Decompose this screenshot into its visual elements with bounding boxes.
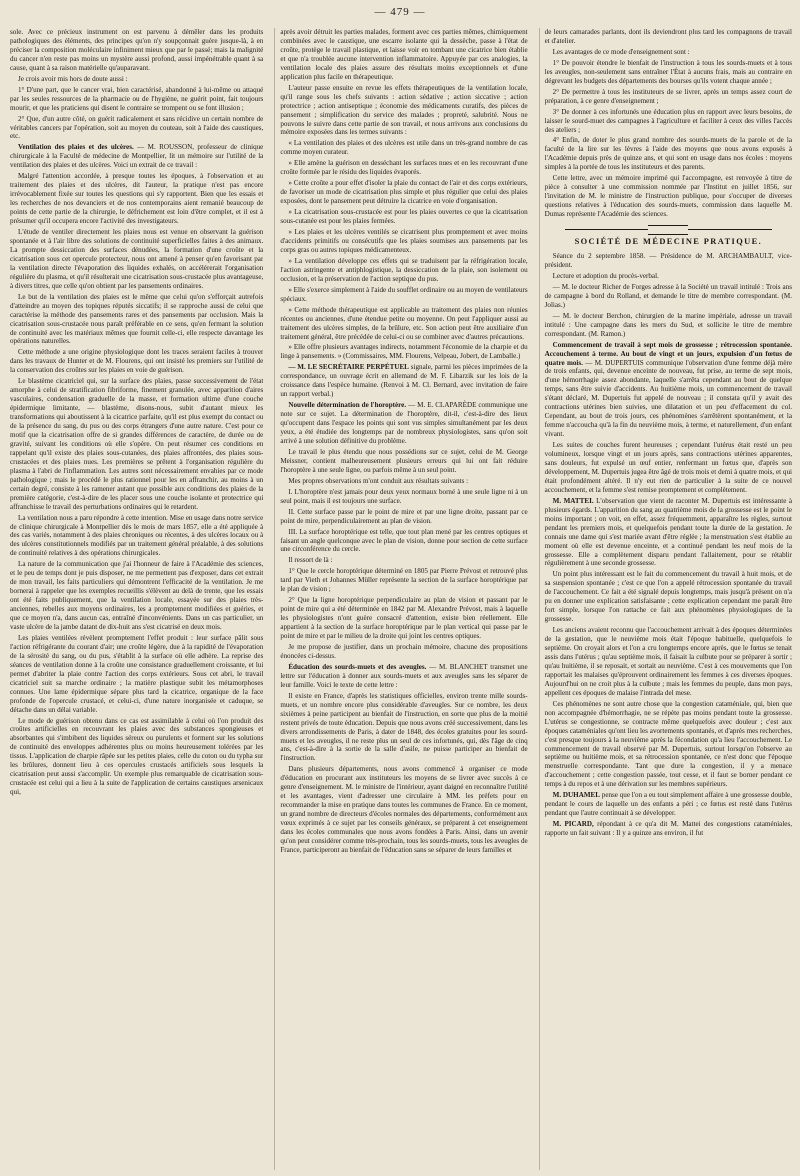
article-heading: Nouvelle détermination de l'horoptère.: [288, 401, 407, 410]
paragraph: 1° Que le cercle horoptérique déterminé en 1805 par Pierre Prévost et retrouvé plus tard par Vieth et Johannes Müller représente la section de la surface horoptérique par le plan de vision ;: [280, 567, 528, 594]
paragraph-text: — M. ROUSSON, professeur de clinique chirurgicale à la Faculté de médecine de Montpellier, lit un mémoire sur l'utilité de la ventilation des plaies et des ulcères. Voici un extrait de ce travail :: [10, 143, 264, 170]
paragraph: Lecture et adoption du procès-verbal.: [552, 271, 659, 280]
speaker-name: M. PICARD,: [552, 820, 594, 829]
paragraph: » Cette méthode thérapeutique est applicable au traitement des plaies non réunies récentes ou anciennes, d'une étendue petite ou moyenne. On peut l'appliquer aussi au traitement des ulcères simples, de la brûlure, etc. Son action peut être auxiliaire d'un traitement général, être précédée de celui-ci ou se combiner avec d'autres précautions.: [280, 305, 528, 341]
article-heading: Ventilation des plaies et des ulcères.: [18, 143, 134, 152]
paragraph: 4° Enfin, de doter le plus grand nombre des sourds-muets de la parole et de la faculté de la lire sur les lèvres à l'aide des moyens que nous avons exposés à l'Académie depuis près de quinze ans, et qui sont en usage dans nos écoles : moyens simples à la portée de tous les instituteurs et des parents.: [544, 136, 792, 172]
paragraph: Les anciens avaient reconnu que l'accouchement arrivait à des époques déterminées de la gestation, que le neuvième mois était l'époque habituelle, quelquefois le septième. On croyait alors et l'on a cru longtemps encore après, que le fœtus se tenait assis dans l'utérus ; qu'au septième mois, il faisait la culbute pour se préparer à sortir ; qu'au huitième, il se reposait, et sortait au neuvième. C'est à ces mouvements que l'on rapportait les malaises qu'éprouvent ordinairement les femmes à ces diverses époques. Aujourd'hui on ne croit plus à la culbute ; mais les femmes du peuple, dans mon pays, appellent ces époques de malaise l'intrada del mese.: [544, 626, 792, 697]
paragraph: Les suites de couches furent heureuses ; cependant l'utérus était resté un peu volumineux, lorsque vingt et un jours après, sans contractions utérines apparentes, sans douleurs, fut expulsé un œuf entier, renfermant un fœtus que, d'après son développement, M. Dupertuis jugea être âgé de trois mois et demi à quatre mois, et qui était profondément altéré. Il n'y eut rien de particulier à la suite de ce nouvel accouchement, et la femme s'est remise promptement et complètement.: [544, 441, 792, 494]
paragraph-text: L'observation que vient de raconter M. Dupertuis est intéressante à plusieurs égards. L'apparition du sang au quatrième mois de la grossesse est le point le moins important ; on voit, en effet, assez fréquemment, apparaître les règles, surtout pendant les premiers mois, et quelquefois pendant toute la durée de la gestation. Je connais une dame qui s'est mariée avant d'être réglée ; la menstruation s'est établie au moment où elle est devenue enceinte, et a continué pendant les neuf mois de la grossesse. Elle a complètement disparu pendant l'allaitement, pour se rétablir régulièrement à une seconde grossesse.: [544, 496, 792, 568]
paragraph-text: signale, parmi les pièces imprimées de la correspondance, un ouvrage écrit en allemand de M. F. Libarzik sur les lois de la croissance dans l'espèce humaine. (Renvoi à M. Cl. Bernard, avec invitation de faire un rapport verbal.): [280, 363, 528, 399]
speaker-name: M. DUHAMEL: [552, 791, 600, 800]
paragraph: Les plaies ventilées révèlent promptement l'effet produit : leur surface pâlit sous l'action réfrigérante du courant d'air; une croûte légère, due à la rapidité de l'évaporation de la sérosité du sang, ou du pus, s'établit à la surface où elle adhère. La reprise des séances de ventilation donne à la croûte une consistance graduellement croissante, et lui permet d'abriter la plaie contre l'action des corps extérieurs. Sous cet abri, le travail cicatriciel suit sa marche ordinaire ; la matière plastique subit les métamorphoses connues. Une lame épidermique sépare plus tard la cicatrice, organique de la face profonde de l'opercule crustacé, et celui-ci, d'une nature inorganisée et caduque, se détache dans un délai variable.: [10, 633, 264, 714]
paragraph: [545, 341, 792, 439]
paragraph: [10, 143, 263, 170]
section-divider: [565, 227, 772, 232]
paragraph: L'étude de ventiler directement les plaies nous est venue en observant la guérison spontanée et à l'air libre des solutions de continuité superficielles faites à des animaux. La prompte dessiccation des surfaces dénudées, la formation d'une croûte et la cicatrisation sous cet opercule protecteur, nous ont amené à penser qu'en favorisant par la ventilation directe l'évaporation des liquides exhalés, on accélérerait l'organisation régulière du plasma, et qu'il résulterait une cicatrisation sous-crustacée plus avantageuse, à divers titres, que celle qu'on obtient par les pansements ordinaires.: [10, 228, 264, 290]
paragraph: Ces phénomènes ne sont autre chose que la congestion cataméniale, qui, bien que non accompagnée d'hémorrhagie, ne se répète pas moins pendant toute la grossesse. L'utérus se congestionne, se contracte même quelquefois avec douleur ; c'est aux époques cataméniales qu'ont lieu les avortements spontanés, et d'après mes recherches, c'est presque toujours à la neuvième après la fécondation qu'a lieu l'accouchement. Le commencement de travail observé par M. Dupertuis, surtout lorsqu'on l'observe au septième ou huitième mois, et sa rétrocession spontanée, ce n'est donc que l'époque menstruelle correspondante. Tant que dure la congestion, il y a menace d'accouchement ; cette congestion passée, tout cesse, et il faut se borner pendant ce temps à du repos et à une dérivation sur les membres supérieurs.: [544, 699, 792, 789]
paragraph: [280, 663, 527, 690]
paragraph: II. Cette surface passe par le point de mire et par une ligne droite, passant par ce point de mire, perpendiculairement au plan de vision.: [280, 507, 528, 525]
paragraph: III. La surface horoptérique est telle, que tout plan mené par les centres optiques et faisant un angle quelconque avec le plan de vision, donne pour section de cette surface une circonférence du cercle.: [280, 527, 528, 554]
page-number: — 479 —: [374, 6, 426, 18]
paragraph: 1° D'une part, que le cancer vrai, bien caractérisé, abandonné à lui-même ou attaqué par les seules ressources de la pharmacie ou de l'hygiène, ne guérit point, fait toujours mourir, et que les praticiens qui disent le contraire se trompent ou se font illusion ;: [10, 85, 264, 112]
paragraph: » Cette croûte a pour effet d'isoler la plaie du contact de l'air et des corps extérieurs, de favoriser un mode de cicatrisation plus simple et plus régulier que celui des plaies exposées, dont le pansement peut détruire la cicatrice en voie d'organisation.: [280, 179, 528, 206]
paragraph: 2° De permettre à tous les instituteurs de se livrer, après un temps assez court de préparation, à ce genre d'enseignement ;: [544, 87, 792, 105]
section-title: SOCIÉTÉ DE MÉDECINE PRATIQUE.: [574, 237, 763, 247]
paragraph: » Les plaies et les ulcères ventilés se cicatrisent plus promptement et avec moins d'accidents primitifs ou consécutifs que les plaies soumises aux pansements par les corps gras ou autres topiques médicamenteux.: [280, 228, 528, 254]
paragraph: Un point plus intéressant est le fait du commencement du travail à huit mois, et de sa suspension spontanée ; c'est ce que l'on a appelé rétrocession spontanée du travail de l'accouchement. Ce fait a été signalé depuis longtemps, mais jusqu'à présent on n'a pu en donner une explication satisfaisante ; cette explication cependant me paraît être fort simple, lorsque l'on rattache ce fait aux phénomènes physiologiques de la grossesse.: [544, 570, 792, 624]
paragraph: » Elle offre plusieurs avantages indirects, notamment l'économie de la charpie et du linge à pansements. » (Commissaires, MM. Flourens, Velpeau, Jobert, de Lamballe.): [280, 343, 528, 361]
paragraph: I. L'horoptère n'est jamais pour deux yeux normaux borné à une seule ligne ni à un seul point, mais il est toujours une surface.: [280, 487, 528, 505]
paragraph: 3° De donner à ces infortunés une éducation plus en rapport avec leurs besoins, de laisser le sourd-muet des campagnes à l'agriculture et faciliter à ceux des villes l'accès des ateliers ;: [544, 107, 792, 134]
paragraph: Le blastème cicatriciel qui, sur la surface des plaies, passe successivement de l'état amorphe à celui de stratification fibriforme, finement granulée, avec apparition d'aires vasculaires, condensation graduelle de la masse, et formation ultime d'une couche épidermique limitante, — blastème, disons-nous, subit d'autant mieux les transformations qui aboutissent à la cicatrice parfaite, qu'il est plus exempt du contact ou de la présence du sang, du pus ou des corps étrangers d'une autre nature. C'est pour ce motif que la cicatrisation offre de si grandes différences de caractère, de durée ou de gravité, suivant les conditions où elle s'opère. On peut résumer ces conditions en rappelant qu'il existe des plaies sous-cutanées, des plaies affrontées, des plaies sous-crustacées et des plaies nues. Les premières se prêtent à l'organisation régulière du plasma à l'abri de l'inflammation. Les autres sont nécessairement envahies par ce mode pathologique ; mais le procédé le plus rationnel pour les en affranchir, au moins à un certain degré, consiste à les ramener autant que possible aux conditions des plaies de la première catégorie, c'est-à-dire de les placer sous une couche isolante et protectrice qui affranchisse le travail des perturbations ordinaires qui le retardent.: [10, 377, 264, 511]
column-2: [274, 28, 527, 1170]
paragraph: sole. Avec ce précieux instrument on est parvenu à démêler dans les produits pathologiques des éléments, des principes qu'on n'y soupçonnait guère jusque-là, à en préciser la composition moléculaire infiniment mieux que par le passé; mais la malignité du cancer n'en reste pas moins un mystère aussi profond, aussi impénétrable quant à sa cause, quant à sa raison matérielle qu'auparavant.: [10, 28, 264, 72]
paragraph: « La ventilation des plaies et des ulcères est utile dans un très-grand nombre de cas comme moyen curateur.: [280, 139, 528, 157]
paragraph: [545, 820, 792, 838]
article-heading: — M. LE SECRÉTAIRE PERPÉTUEL: [288, 363, 409, 372]
text-columns: [10, 28, 792, 1170]
paragraph: [545, 497, 792, 569]
paragraph: de leurs camarades parlants, dont ils deviendront plus tard les compagnons de travail et d'atelier.: [544, 28, 792, 45]
paragraph: Il ressort de là :: [288, 556, 333, 565]
paragraph: Dans plusieurs départements, nous avons commencé à organiser ce mode d'éducation en procurant aux instituteurs les moyens de se livrer avec succès à ce genre d'enseignement. M. le ministre de l'intérieur, ayant daigné en reconnaître l'utilité et les avantages, vient d'adresser une circulaire à MM. les préfets pour en recommander la mise en pratique dans toutes les communes de France. En ce moment, un grand nombre de directeurs d'écoles normales des départements, conformément aux vœux exprimés à ce sujet par les conseils généraux, se préparent à cet enseignement dans les écoles communales que nous avons fondées à Paris. Ainsi, dans un avenir qu'on peut considérer comme très-prochain, tous les sourds-muets, tous les aveugles de France, participeront au bienfait de l'éducation sans se séparer de leurs familles et: [280, 765, 528, 854]
paragraph: Il existe en France, d'après les statistiques officielles, environ trente mille sourds-muets, et un nombre encore plus considérable d'aveugles. Sur ce nombre, les deux sixièmes à peine participent au bienfait de l'instruction, en sorte que plus de la moitié restent privés de toute éducation. Depuis que nous avons créé successivement, dans les divers arrondissements de Paris, à dater de 1848, des écoles gratuites pour les sourd-muets et les aveugles, il ne reste plus un seul de ces infortunés, qui, dès l'âge de cinq ans, c'est-à-dire à la sortie de la salle d'asile, ne puisse participer au bienfait de l'instruction.: [280, 691, 528, 763]
paragraph: [545, 791, 792, 818]
paragraph-text: — M. BLANCHET transmet une lettre sur l'éducation à donner aux sourds-muets et aux aveugles sans les séparer de leur famille. Voici le texte de cette lettre :: [280, 662, 528, 689]
paragraph: après avoir détruit les parties malades, forment avec ces parties mêmes, chimiquement combinées avec le caustique, une escarre isolante qui la dessèche, passe à l'état de croûte, protège le travail plastique, et laisse voir en tombant une cicatrice bien établie et que n'a troublée aucune intervention inflammatoire. Appuyée par ces analogies, la ventilation locale des plaies assure des résultats moins exceptionnels et d'une application plus facile en thérapeutique.: [280, 28, 528, 81]
paragraph-text: — M. E. CLAPARÈDE communique une note sur ce sujet. La détermination de l'horoptère, dit-il, c'est-à-dire des lieux qu'occupent dans l'espace les points qui sont vus simples simultanément par les deux yeux, a été étudiée des longtemps par de nombreux physiologistes, sans qu'on soit arrivé à une solution définitive du problème.: [280, 401, 528, 445]
paragraph: Cette méthode a une origine physiologique dont les traces seraient faciles à trouver dans les travaux de Hunter et de M. Flourens, qui ont insisté les premiers sur l'utilité de la conservation des croûtes sur les plaies en voie de guérison.: [10, 348, 264, 375]
paragraph: Je me propose de justifier, dans un prochain mémoire, chacune des propositions énoncées ci-dessus.: [280, 643, 528, 660]
paragraph: L'auteur passe ensuite en revue les effets thérapeutiques de la ventilation locale, qu'il range sous les chefs suivants : action sédative ; action siccative ; action protectrice ; action antiseptique ; économie des médicaments curatifs, des pièces de pansement ; simplification du service des malades ; propreté, salubrité. Nous ne pouvons le suivre dans cette partie de son travail, et nous arrivons aux conclusions du mémoire exposées dans les termes suivants :: [280, 83, 528, 137]
paragraph: Le mode de guérison obtenu dans ce cas est assimilable à celui où l'on produit des croûtes artificielles en recouvrant les plaies avec des substances spongieuses et absorbantes qui s'imbibent des liquides séreux ou purulents et forment sur les solutions de continuité des enveloppes adhérentes plus ou moins heureusement tolérées par les tissus. L'application de charpie râpée sur les petites plaies, celle du coton ou du typha sur les brûlures, donnent lieu à ces opercules crustacés artificiels sous lesquels la cicatrisation peut aussi s'accomplir. Un exemple plus remarquable de cicatrisation sous-crustacée est celui qui a lieu à la suite de l'application de certains caustiques arsenicaux qui,: [10, 716, 264, 797]
article-heading: Commencement de travail à sept mois de grossesse ; rétrocession spontanée. Accouchement à terme. Au bout de vingt et un jours, expulsion d'un fœtus de quatre mois.: [544, 340, 792, 367]
paragraph: Malgré l'attention accordée, à presque toutes les époques, à l'observation et au traitement des plaies et des ulcères, dit l'auteur, la pratique n'est pas encore irrévocablement fixée sur toutes les questions qui s'y rapportent. Bien que les essais et les recherches de nos devanciers et de nos contemporains aient remanié beaucoup de points de cette partie de la chirurgie, le défrichement est loin d'être complet, et il est à présumer qu'il occupera encore l'activité des investigateurs.: [10, 172, 264, 226]
paragraph: 2° Que, d'un autre côté, on guérit radicalement et sans récidive un certain nombre de véritables cancers par l'opération, soit au moyen du couteau, soit à l'aide des caustiques, etc.: [10, 114, 264, 141]
speaker-name: M. MATTEI.: [552, 496, 594, 505]
column-3: [539, 28, 792, 1170]
paragraph: » La ventilation développe ces effets qui se traduisent par la réfrigération locale, l'action astringente et antiphlogistique, la dessiccation de la plaie, son isolement ou occlusion, et la préservation de l'action septique du pus.: [280, 256, 528, 283]
paragraph: — M. le docteur Berchon, chirurgien de la marine impériale, adresse un travail intitulé : Une campagne dans les mers du Sud, et sollicite le titre de membre correspondant. (M. Ramon.): [544, 311, 792, 338]
paragraph: La ventilation nous a paru répondre à cette intention. Mise en usage dans notre service de clinique chirurgicale à Montpellier dès le mois de mars 1857, elle a été appliquée à des cas variés, notamment à des plaies chroniques ou récentes, à des ulcères locaux ou à des ulcères constitutionnels modifiés par un traitement général préalable, à des solutions de continuité relatives à des opérations chirurgicales.: [10, 513, 264, 558]
paragraph: Je crois avoir mis hors de doute aussi :: [18, 74, 128, 83]
paragraph: 2° Que la ligne horoptérique perpendiculaire au plan de vision et passant par le point de mire qui a été déterminée en 1842 par M. Alexandre Prévost, mais à laquelle les physiologistes n'ont guère consacré d'attention, existe bien réellement. Elle appartient à la section de la surface horoptérique par le plan vertical qui passe par le point de mire et par le milieu de la droite qui joint les centres optiques.: [280, 596, 528, 641]
paragraph: » Elle amène la guérison en desséchant les surfaces nues et en les recouvrant d'une croûte formée par le résidu des liquides évaporés.: [280, 159, 528, 177]
session-line: Séance du 2 septembre 1858. — Présidence de M. ARCHAMBAULT, vice-président.: [544, 252, 792, 269]
paragraph: Le but de la ventilation des plaies est le même que celui qu'on s'efforçait autrefois d'atteindre au moyen des topiques réputés siccatifs; il se rapproche aussi de celui que caractérise la méthode des pansements rares et des pansements par occlusion. Mais la cicatrisation sous-crustacée nous paraît préférable en ce sens, qu'en fermant la solution de continuité avec les matériaux mêmes que fournit celle-ci, elle respecte davantage les opérations naturelles.: [10, 292, 264, 346]
paragraph: Le travail le plus étendu que nous possédions sur ce sujet, celui de M. George Meissner, contient malheureusement plusieurs erreurs qui lui ont fait réduire l'horoptère à une seule ligne, ou parfois même à un seul point.: [280, 447, 528, 474]
paragraph: » La cicatrisation sous-crustacée est pour les plaies ouvertes ce que la cicatrisation sous-cutanée est pour les plaies fermées.: [280, 208, 528, 226]
paragraph: Les avantages de ce mode d'enseignement sont :: [552, 47, 690, 56]
paragraph: [280, 401, 527, 446]
paragraph: Cette lettre, avec un mémoire imprimé qui l'accompagne, est renvoyée à titre de pièce à consulter à une commission nommée par l'Institut en juillet 1856, sur l'invitation de M. le ministre de l'instruction publique, pour s'occuper de diverses questions relatives à l'éducation des sourds-muets, commission dans laquelle M. Dumas représente l'Académie des sciences.: [544, 174, 792, 219]
paragraph: 1° De pouvoir étendre le bienfait de l'instruction à tous les sourds-muets et à tous les aveugles, non-seulement sans entraîner l'État à aucuns frais, mais au contraire en dégrevant les budgets des départements des bourses qu'ils votent chaque année ;: [544, 58, 792, 85]
column-1: [10, 28, 263, 1170]
article-heading: Éducation des sourds-muets et des aveugles.: [288, 662, 427, 671]
paragraph-text: — M. DUPERTUIS communique l'observation d'une femme déjà mère de trois enfants, qui, devenue enceinte de nouveau, fut prise, au terme de sept mois, d'une hémorrhagie assez abondante, laquelle s'arrêta cependant au bout de quelque temps, sans être suivie d'accidents. Au huitième mois, un commencement de travail s'étant déclaré, M. Dupertuis fut appelé de nouveau ; il constata qu'il y avait des contractions utérines bien suivies, une dilatation et un peu d'effacement du col. Cependant, au bout de trois jours, ces phénomènes s'arrêtèrent spontanément, et la femme n'accoucha qu'à la fin du neuvième mois, à terme, et naturellement, d'un enfant vivant.: [544, 358, 792, 439]
paragraph: » Elle s'exerce simplement à l'aide du soufflet ordinaire ou au moyen de ventilateurs spéciaux.: [280, 285, 528, 303]
paragraph: La nature de la communication que j'ai l'honneur de faire à l'Académie des sciences, et le peu de temps dont je puis disposer, ne me permettent pas d'exposer, dans cet extrait de mon travail, les faits particuliers qui démontrent l'efficacité de la ventilation. Je me bornerai à rappeler que les exemples recueillis s'élèvent au delà de trente, que les essais ont été faits publiquement, que la ventilation locale, essayée sur des plaies très-anciennes, rebelles aux moyens ordinaires, les a promptement modifiées et guéries, et que ce moyen n'a, dans aucun cas, entraîné d'inconvénients. Dans un cas particulier, un vaste ulcère de la jambe datant de dix-huit ans s'est cicatrisé en deux mois.: [10, 560, 264, 631]
paragraph-text: répondant à ce qu'a dit M. Mattei des congestions cataméniales, rapporte un fait suivant : Il y a quinze ans environ, il fut: [544, 820, 792, 838]
paragraph: Mes propres observations m'ont conduit aux résultats suivants :: [288, 476, 469, 485]
paragraph: — M. le docteur Richer de Forges adresse à la Société un travail intitulé : Trois ans de campagne à bord du Rolland, et demande le titre de membre correspondant. (M. Jolias.): [544, 282, 792, 309]
paragraph: [280, 363, 527, 399]
paragraph-text: pense que l'on a eu tout simplement affaire à une grossesse double, pendant le cours de laquelle un des enfants a péri ; ce fœtus est resté dans l'utérus pendant que l'autre continuait à se développer.: [544, 791, 792, 818]
